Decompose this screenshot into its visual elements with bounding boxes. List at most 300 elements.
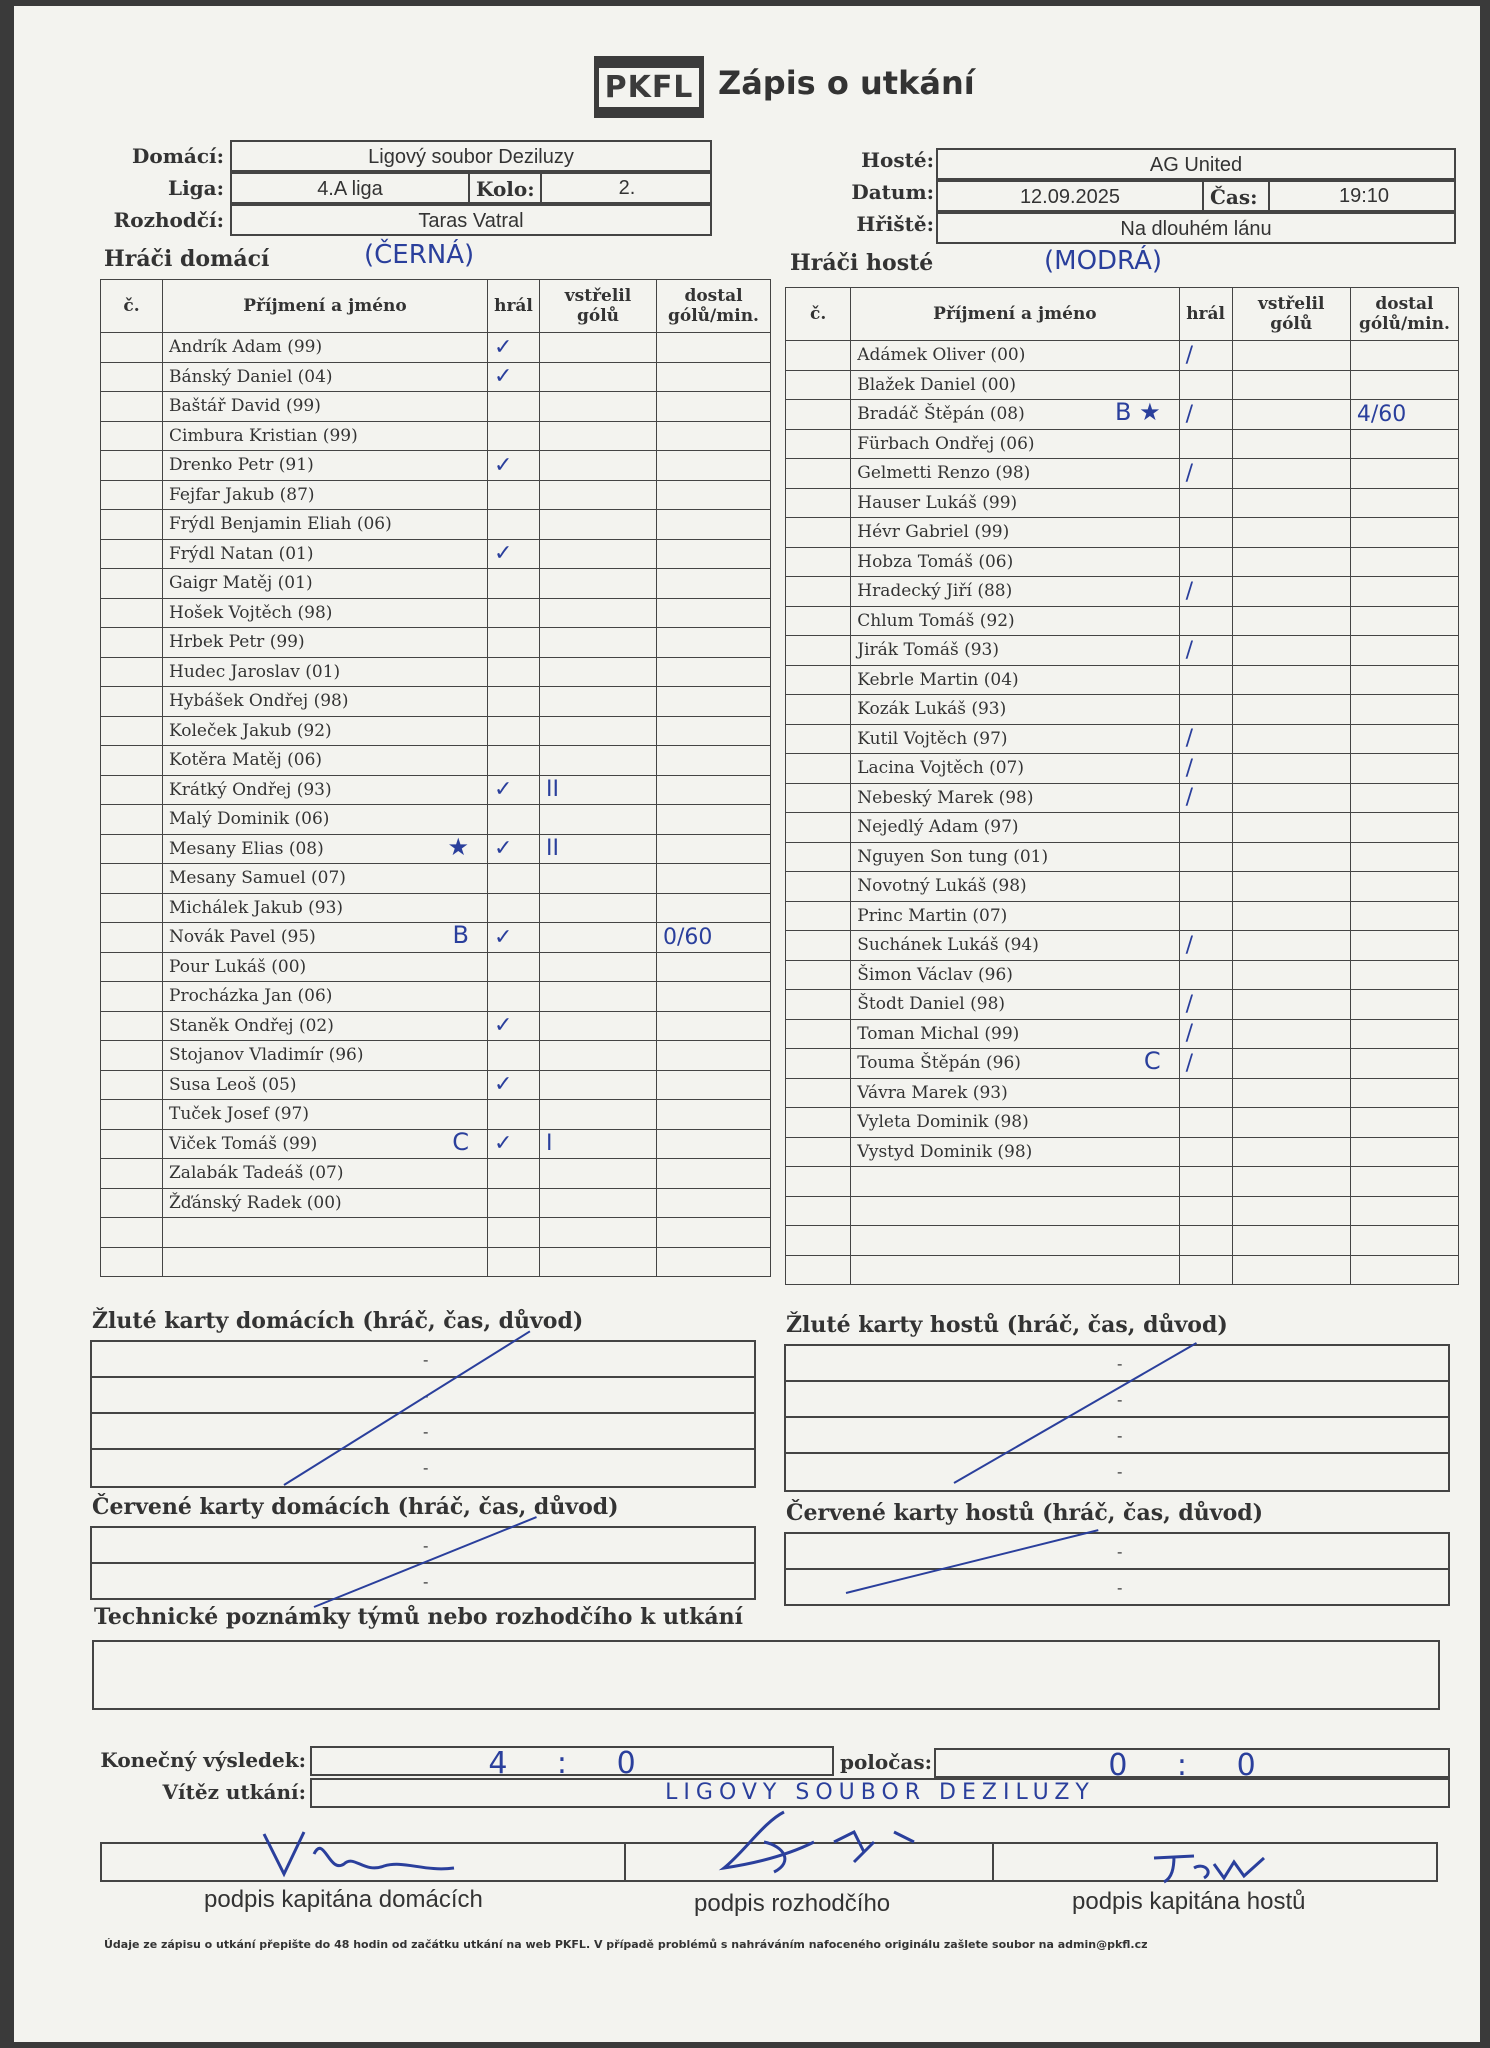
player-name-cell[interactable] bbox=[851, 842, 1179, 872]
player-goals-cell[interactable] bbox=[1232, 1167, 1350, 1197]
player-number-cell[interactable] bbox=[101, 392, 163, 422]
player-goals-cell[interactable] bbox=[1232, 724, 1350, 754]
player-played-cell[interactable] bbox=[488, 1041, 540, 1071]
player-name-cell[interactable] bbox=[163, 539, 488, 569]
player-conceded-cell[interactable] bbox=[1350, 488, 1458, 518]
player-name-cell[interactable] bbox=[851, 754, 1179, 784]
player-name-cell[interactable] bbox=[163, 1247, 488, 1277]
player-name-cell[interactable] bbox=[163, 392, 488, 422]
home-yellow-cards-area[interactable] bbox=[90, 1340, 756, 1488]
player-number-cell[interactable] bbox=[101, 1129, 163, 1159]
player-conceded-cell[interactable] bbox=[1350, 842, 1458, 872]
player-name-cell[interactable] bbox=[851, 872, 1179, 902]
player-conceded-cell[interactable] bbox=[1350, 724, 1458, 754]
player-name-cell[interactable] bbox=[851, 931, 1179, 961]
player-number-cell[interactable] bbox=[101, 1100, 163, 1130]
player-number-cell[interactable] bbox=[786, 606, 851, 636]
player-played-cell[interactable] bbox=[1179, 1255, 1232, 1285]
away-yellow-cards-area[interactable] bbox=[784, 1344, 1450, 1492]
player-conceded-cell[interactable] bbox=[1350, 960, 1458, 990]
player-goals-cell[interactable] bbox=[540, 716, 657, 746]
player-goals-cell[interactable] bbox=[1232, 518, 1350, 548]
player-played-cell[interactable] bbox=[1179, 400, 1232, 430]
player-name-cell[interactable] bbox=[163, 510, 488, 540]
player-played-cell[interactable] bbox=[1179, 695, 1232, 725]
player-conceded-cell[interactable] bbox=[657, 834, 771, 864]
player-name-cell[interactable] bbox=[163, 569, 488, 599]
player-played-cell[interactable] bbox=[488, 1100, 540, 1130]
player-number-cell[interactable] bbox=[786, 400, 851, 430]
player-played-cell[interactable] bbox=[488, 1247, 540, 1277]
player-number-cell[interactable] bbox=[101, 746, 163, 776]
player-conceded-cell[interactable] bbox=[1350, 754, 1458, 784]
player-number-cell[interactable] bbox=[101, 657, 163, 687]
final-score-field[interactable] bbox=[310, 1746, 834, 1781]
player-conceded-cell[interactable] bbox=[1350, 1226, 1458, 1256]
player-name-cell[interactable] bbox=[163, 982, 488, 1012]
player-number-cell[interactable] bbox=[101, 510, 163, 540]
player-name-cell[interactable] bbox=[851, 813, 1179, 843]
player-played-cell[interactable] bbox=[1179, 606, 1232, 636]
player-goals-cell[interactable] bbox=[540, 923, 657, 953]
player-goals-cell[interactable] bbox=[540, 687, 657, 717]
player-name-cell[interactable] bbox=[163, 1100, 488, 1130]
player-played-cell[interactable] bbox=[488, 1011, 540, 1041]
player-conceded-cell[interactable] bbox=[657, 1070, 771, 1100]
player-conceded-cell[interactable] bbox=[1350, 547, 1458, 577]
player-conceded-cell[interactable] bbox=[1350, 872, 1458, 902]
player-name-cell[interactable] bbox=[851, 341, 1179, 371]
player-goals-cell[interactable] bbox=[1232, 429, 1350, 459]
player-name-cell[interactable] bbox=[851, 1108, 1179, 1138]
player-played-cell[interactable] bbox=[488, 982, 540, 1012]
player-conceded-cell[interactable] bbox=[657, 628, 771, 658]
player-name-cell[interactable] bbox=[163, 716, 488, 746]
player-number-cell[interactable] bbox=[101, 775, 163, 805]
player-goals-cell[interactable] bbox=[1232, 901, 1350, 931]
player-goals-cell[interactable] bbox=[540, 746, 657, 776]
player-name-cell[interactable] bbox=[163, 628, 488, 658]
player-played-cell[interactable] bbox=[488, 923, 540, 953]
player-conceded-cell[interactable] bbox=[1350, 665, 1458, 695]
player-played-cell[interactable] bbox=[1179, 370, 1232, 400]
player-number-cell[interactable] bbox=[101, 864, 163, 894]
player-number-cell[interactable] bbox=[101, 539, 163, 569]
player-name-cell[interactable] bbox=[851, 606, 1179, 636]
player-conceded-cell[interactable] bbox=[657, 1247, 771, 1277]
player-played-cell[interactable] bbox=[1179, 665, 1232, 695]
player-conceded-cell[interactable] bbox=[1350, 1255, 1458, 1285]
date-field[interactable] bbox=[936, 180, 1204, 212]
player-played-cell[interactable] bbox=[488, 657, 540, 687]
player-goals-cell[interactable] bbox=[1232, 488, 1350, 518]
player-conceded-cell[interactable] bbox=[657, 392, 771, 422]
player-name-cell[interactable] bbox=[851, 488, 1179, 518]
player-number-cell[interactable] bbox=[101, 716, 163, 746]
player-goals-cell[interactable] bbox=[1232, 1137, 1350, 1167]
player-conceded-cell[interactable] bbox=[1350, 400, 1458, 430]
player-played-cell[interactable] bbox=[488, 687, 540, 717]
player-goals-cell[interactable] bbox=[540, 775, 657, 805]
player-played-cell[interactable] bbox=[488, 539, 540, 569]
player-number-cell[interactable] bbox=[786, 1167, 851, 1197]
player-conceded-cell[interactable] bbox=[657, 333, 771, 363]
player-goals-cell[interactable] bbox=[540, 569, 657, 599]
player-number-cell[interactable] bbox=[786, 990, 851, 1020]
player-played-cell[interactable] bbox=[1179, 1196, 1232, 1226]
home-team-field[interactable] bbox=[230, 140, 712, 172]
player-conceded-cell[interactable] bbox=[1350, 1019, 1458, 1049]
time-field[interactable] bbox=[1202, 180, 1456, 212]
player-name-cell[interactable] bbox=[163, 1159, 488, 1189]
player-name-cell[interactable] bbox=[851, 1019, 1179, 1049]
player-conceded-cell[interactable] bbox=[1350, 1049, 1458, 1079]
player-played-cell[interactable] bbox=[488, 510, 540, 540]
player-number-cell[interactable] bbox=[101, 893, 163, 923]
player-conceded-cell[interactable] bbox=[1350, 1078, 1458, 1108]
player-conceded-cell[interactable] bbox=[657, 805, 771, 835]
player-conceded-cell[interactable] bbox=[657, 716, 771, 746]
player-conceded-cell[interactable] bbox=[1350, 429, 1458, 459]
player-name-cell[interactable] bbox=[163, 421, 488, 451]
player-name-cell[interactable] bbox=[851, 1078, 1179, 1108]
player-number-cell[interactable] bbox=[101, 569, 163, 599]
player-played-cell[interactable] bbox=[1179, 459, 1232, 489]
player-played-cell[interactable] bbox=[1179, 1019, 1232, 1049]
player-goals-cell[interactable] bbox=[540, 392, 657, 422]
player-number-cell[interactable] bbox=[786, 370, 851, 400]
player-goals-cell[interactable] bbox=[1232, 665, 1350, 695]
player-played-cell[interactable] bbox=[1179, 813, 1232, 843]
player-name-cell[interactable] bbox=[851, 1196, 1179, 1226]
away-red-cards-area[interactable] bbox=[784, 1532, 1450, 1606]
player-name-cell[interactable] bbox=[163, 362, 488, 392]
player-goals-cell[interactable] bbox=[540, 1100, 657, 1130]
player-number-cell[interactable] bbox=[101, 982, 163, 1012]
player-number-cell[interactable] bbox=[786, 1049, 851, 1079]
player-goals-cell[interactable] bbox=[540, 952, 657, 982]
player-played-cell[interactable] bbox=[1179, 1226, 1232, 1256]
player-name-cell[interactable] bbox=[851, 1255, 1179, 1285]
player-goals-cell[interactable] bbox=[1232, 872, 1350, 902]
player-played-cell[interactable] bbox=[1179, 901, 1232, 931]
player-played-cell[interactable] bbox=[488, 628, 540, 658]
player-conceded-cell[interactable] bbox=[1350, 1196, 1458, 1226]
player-goals-cell[interactable] bbox=[1232, 606, 1350, 636]
player-played-cell[interactable] bbox=[488, 746, 540, 776]
player-name-cell[interactable] bbox=[163, 480, 488, 510]
player-conceded-cell[interactable] bbox=[1350, 1137, 1458, 1167]
technical-notes-field[interactable] bbox=[92, 1640, 1440, 1710]
player-goals-cell[interactable] bbox=[540, 510, 657, 540]
player-played-cell[interactable] bbox=[488, 1129, 540, 1159]
player-conceded-cell[interactable] bbox=[657, 1011, 771, 1041]
player-conceded-cell[interactable] bbox=[1350, 813, 1458, 843]
player-number-cell[interactable] bbox=[101, 1070, 163, 1100]
player-conceded-cell[interactable] bbox=[1350, 1108, 1458, 1138]
player-goals-cell[interactable] bbox=[540, 1011, 657, 1041]
player-goals-cell[interactable] bbox=[1232, 400, 1350, 430]
player-number-cell[interactable] bbox=[101, 1188, 163, 1218]
player-conceded-cell[interactable] bbox=[657, 1188, 771, 1218]
player-played-cell[interactable] bbox=[1179, 1078, 1232, 1108]
player-conceded-cell[interactable] bbox=[657, 451, 771, 481]
player-goals-cell[interactable] bbox=[1232, 1019, 1350, 1049]
player-number-cell[interactable] bbox=[786, 901, 851, 931]
player-goals-cell[interactable] bbox=[540, 834, 657, 864]
player-conceded-cell[interactable] bbox=[657, 1041, 771, 1071]
player-name-cell[interactable] bbox=[163, 451, 488, 481]
player-conceded-cell[interactable] bbox=[657, 864, 771, 894]
player-number-cell[interactable] bbox=[101, 421, 163, 451]
player-goals-cell[interactable] bbox=[1232, 341, 1350, 371]
player-played-cell[interactable] bbox=[1179, 990, 1232, 1020]
player-goals-cell[interactable] bbox=[540, 1159, 657, 1189]
player-number-cell[interactable] bbox=[786, 547, 851, 577]
player-played-cell[interactable] bbox=[488, 716, 540, 746]
player-conceded-cell[interactable] bbox=[657, 569, 771, 599]
player-goals-cell[interactable] bbox=[540, 333, 657, 363]
player-number-cell[interactable] bbox=[101, 687, 163, 717]
player-goals-cell[interactable] bbox=[1232, 931, 1350, 961]
player-goals-cell[interactable] bbox=[1232, 370, 1350, 400]
player-conceded-cell[interactable] bbox=[1350, 901, 1458, 931]
player-number-cell[interactable] bbox=[101, 480, 163, 510]
player-goals-cell[interactable] bbox=[540, 1070, 657, 1100]
player-name-cell[interactable] bbox=[163, 923, 488, 953]
player-number-cell[interactable] bbox=[101, 1041, 163, 1071]
player-name-cell[interactable] bbox=[851, 547, 1179, 577]
player-played-cell[interactable] bbox=[488, 451, 540, 481]
player-goals-cell[interactable] bbox=[1232, 1078, 1350, 1108]
player-goals-cell[interactable] bbox=[540, 362, 657, 392]
referee-field[interactable] bbox=[230, 204, 712, 236]
player-played-cell[interactable] bbox=[488, 333, 540, 363]
player-number-cell[interactable] bbox=[786, 695, 851, 725]
player-goals-cell[interactable] bbox=[540, 1188, 657, 1218]
player-goals-cell[interactable] bbox=[1232, 577, 1350, 607]
player-conceded-cell[interactable] bbox=[657, 1159, 771, 1189]
player-goals-cell[interactable] bbox=[540, 480, 657, 510]
player-number-cell[interactable] bbox=[101, 923, 163, 953]
player-number-cell[interactable] bbox=[786, 1019, 851, 1049]
player-conceded-cell[interactable] bbox=[657, 982, 771, 1012]
player-name-cell[interactable] bbox=[851, 1137, 1179, 1167]
player-conceded-cell[interactable] bbox=[657, 893, 771, 923]
player-name-cell[interactable] bbox=[163, 657, 488, 687]
player-played-cell[interactable] bbox=[488, 893, 540, 923]
player-name-cell[interactable] bbox=[163, 834, 488, 864]
player-name-cell[interactable] bbox=[163, 1188, 488, 1218]
player-conceded-cell[interactable] bbox=[657, 539, 771, 569]
player-played-cell[interactable] bbox=[1179, 724, 1232, 754]
player-played-cell[interactable] bbox=[1179, 636, 1232, 666]
player-conceded-cell[interactable] bbox=[1350, 341, 1458, 371]
player-played-cell[interactable] bbox=[488, 805, 540, 835]
pitch-field[interactable] bbox=[936, 212, 1456, 244]
player-number-cell[interactable] bbox=[786, 813, 851, 843]
player-goals-cell[interactable] bbox=[1232, 547, 1350, 577]
player-name-cell[interactable] bbox=[851, 1167, 1179, 1197]
player-conceded-cell[interactable] bbox=[1350, 370, 1458, 400]
player-goals-cell[interactable] bbox=[540, 893, 657, 923]
player-conceded-cell[interactable] bbox=[657, 1100, 771, 1130]
player-number-cell[interactable] bbox=[786, 842, 851, 872]
player-played-cell[interactable] bbox=[1179, 547, 1232, 577]
player-number-cell[interactable] bbox=[786, 1078, 851, 1108]
player-played-cell[interactable] bbox=[488, 952, 540, 982]
player-conceded-cell[interactable] bbox=[657, 746, 771, 776]
player-goals-cell[interactable] bbox=[540, 864, 657, 894]
player-played-cell[interactable] bbox=[1179, 429, 1232, 459]
player-goals-cell[interactable] bbox=[540, 657, 657, 687]
league-field[interactable] bbox=[230, 172, 470, 204]
player-name-cell[interactable] bbox=[851, 577, 1179, 607]
player-conceded-cell[interactable] bbox=[1350, 459, 1458, 489]
player-name-cell[interactable] bbox=[851, 990, 1179, 1020]
player-name-cell[interactable] bbox=[163, 805, 488, 835]
player-number-cell[interactable] bbox=[101, 628, 163, 658]
player-conceded-cell[interactable] bbox=[1350, 695, 1458, 725]
player-played-cell[interactable] bbox=[488, 598, 540, 628]
player-name-cell[interactable] bbox=[163, 1011, 488, 1041]
player-played-cell[interactable] bbox=[1179, 1137, 1232, 1167]
player-goals-cell[interactable] bbox=[540, 1129, 657, 1159]
player-played-cell[interactable] bbox=[488, 421, 540, 451]
player-number-cell[interactable] bbox=[786, 872, 851, 902]
player-conceded-cell[interactable] bbox=[657, 362, 771, 392]
player-name-cell[interactable] bbox=[851, 370, 1179, 400]
player-number-cell[interactable] bbox=[101, 805, 163, 835]
player-number-cell[interactable] bbox=[786, 1255, 851, 1285]
player-number-cell[interactable] bbox=[101, 333, 163, 363]
player-name-cell[interactable] bbox=[163, 893, 488, 923]
player-name-cell[interactable] bbox=[851, 636, 1179, 666]
player-goals-cell[interactable] bbox=[1232, 1226, 1350, 1256]
player-goals-cell[interactable] bbox=[540, 451, 657, 481]
player-number-cell[interactable] bbox=[101, 451, 163, 481]
player-goals-cell[interactable] bbox=[1232, 1108, 1350, 1138]
player-name-cell[interactable] bbox=[851, 1049, 1179, 1079]
player-goals-cell[interactable] bbox=[1232, 990, 1350, 1020]
player-played-cell[interactable] bbox=[488, 834, 540, 864]
player-goals-cell[interactable] bbox=[540, 805, 657, 835]
player-name-cell[interactable] bbox=[163, 1041, 488, 1071]
player-goals-cell[interactable] bbox=[1232, 754, 1350, 784]
player-goals-cell[interactable] bbox=[1232, 636, 1350, 666]
player-played-cell[interactable] bbox=[1179, 960, 1232, 990]
player-played-cell[interactable] bbox=[488, 1218, 540, 1248]
player-played-cell[interactable] bbox=[488, 864, 540, 894]
player-goals-cell[interactable] bbox=[540, 539, 657, 569]
player-name-cell[interactable] bbox=[163, 775, 488, 805]
player-played-cell[interactable] bbox=[1179, 1108, 1232, 1138]
player-number-cell[interactable] bbox=[786, 960, 851, 990]
player-name-cell[interactable] bbox=[851, 960, 1179, 990]
player-number-cell[interactable] bbox=[786, 488, 851, 518]
player-name-cell[interactable] bbox=[163, 746, 488, 776]
player-conceded-cell[interactable] bbox=[657, 775, 771, 805]
player-number-cell[interactable] bbox=[786, 754, 851, 784]
player-goals-cell[interactable] bbox=[540, 421, 657, 451]
player-conceded-cell[interactable] bbox=[657, 598, 771, 628]
player-name-cell[interactable] bbox=[851, 400, 1179, 430]
player-number-cell[interactable] bbox=[101, 598, 163, 628]
player-name-cell[interactable] bbox=[851, 901, 1179, 931]
player-played-cell[interactable] bbox=[488, 1159, 540, 1189]
player-played-cell[interactable] bbox=[488, 480, 540, 510]
player-number-cell[interactable] bbox=[786, 518, 851, 548]
player-conceded-cell[interactable] bbox=[657, 687, 771, 717]
player-conceded-cell[interactable] bbox=[657, 657, 771, 687]
player-number-cell[interactable] bbox=[786, 931, 851, 961]
player-name-cell[interactable] bbox=[851, 1226, 1179, 1256]
player-conceded-cell[interactable] bbox=[1350, 931, 1458, 961]
player-conceded-cell[interactable] bbox=[1350, 636, 1458, 666]
player-number-cell[interactable] bbox=[101, 952, 163, 982]
player-conceded-cell[interactable] bbox=[1350, 783, 1458, 813]
player-played-cell[interactable] bbox=[1179, 341, 1232, 371]
player-name-cell[interactable] bbox=[851, 665, 1179, 695]
player-number-cell[interactable] bbox=[786, 577, 851, 607]
player-conceded-cell[interactable] bbox=[1350, 606, 1458, 636]
player-number-cell[interactable] bbox=[101, 1218, 163, 1248]
player-name-cell[interactable] bbox=[163, 952, 488, 982]
player-name-cell[interactable] bbox=[851, 518, 1179, 548]
player-goals-cell[interactable] bbox=[1232, 1049, 1350, 1079]
player-played-cell[interactable] bbox=[1179, 754, 1232, 784]
player-goals-cell[interactable] bbox=[1232, 813, 1350, 843]
player-goals-cell[interactable] bbox=[540, 982, 657, 1012]
player-number-cell[interactable] bbox=[786, 341, 851, 371]
player-conceded-cell[interactable] bbox=[657, 480, 771, 510]
player-played-cell[interactable] bbox=[1179, 488, 1232, 518]
player-number-cell[interactable] bbox=[786, 429, 851, 459]
player-name-cell[interactable] bbox=[851, 783, 1179, 813]
player-number-cell[interactable] bbox=[786, 783, 851, 813]
player-goals-cell[interactable] bbox=[1232, 842, 1350, 872]
player-conceded-cell[interactable] bbox=[1350, 518, 1458, 548]
player-number-cell[interactable] bbox=[101, 1247, 163, 1277]
player-goals-cell[interactable] bbox=[540, 598, 657, 628]
player-name-cell[interactable] bbox=[163, 1070, 488, 1100]
player-goals-cell[interactable] bbox=[540, 1218, 657, 1248]
player-goals-cell[interactable] bbox=[1232, 1196, 1350, 1226]
player-number-cell[interactable] bbox=[786, 1226, 851, 1256]
player-name-cell[interactable] bbox=[163, 687, 488, 717]
player-played-cell[interactable] bbox=[1179, 1167, 1232, 1197]
player-conceded-cell[interactable] bbox=[1350, 990, 1458, 1020]
player-conceded-cell[interactable] bbox=[1350, 577, 1458, 607]
player-name-cell[interactable] bbox=[163, 1218, 488, 1248]
player-played-cell[interactable] bbox=[1179, 872, 1232, 902]
player-played-cell[interactable] bbox=[1179, 518, 1232, 548]
player-played-cell[interactable] bbox=[488, 392, 540, 422]
player-goals-cell[interactable] bbox=[1232, 783, 1350, 813]
player-conceded-cell[interactable] bbox=[657, 1218, 771, 1248]
player-goals-cell[interactable] bbox=[1232, 459, 1350, 489]
player-conceded-cell[interactable] bbox=[657, 1129, 771, 1159]
round-field[interactable] bbox=[468, 172, 712, 204]
player-goals-cell[interactable] bbox=[540, 1247, 657, 1277]
player-number-cell[interactable] bbox=[101, 362, 163, 392]
player-conceded-cell[interactable] bbox=[657, 421, 771, 451]
player-name-cell[interactable] bbox=[163, 1129, 488, 1159]
player-name-cell[interactable] bbox=[851, 459, 1179, 489]
player-played-cell[interactable] bbox=[488, 775, 540, 805]
player-goals-cell[interactable] bbox=[1232, 960, 1350, 990]
away-team-field[interactable] bbox=[936, 148, 1456, 180]
